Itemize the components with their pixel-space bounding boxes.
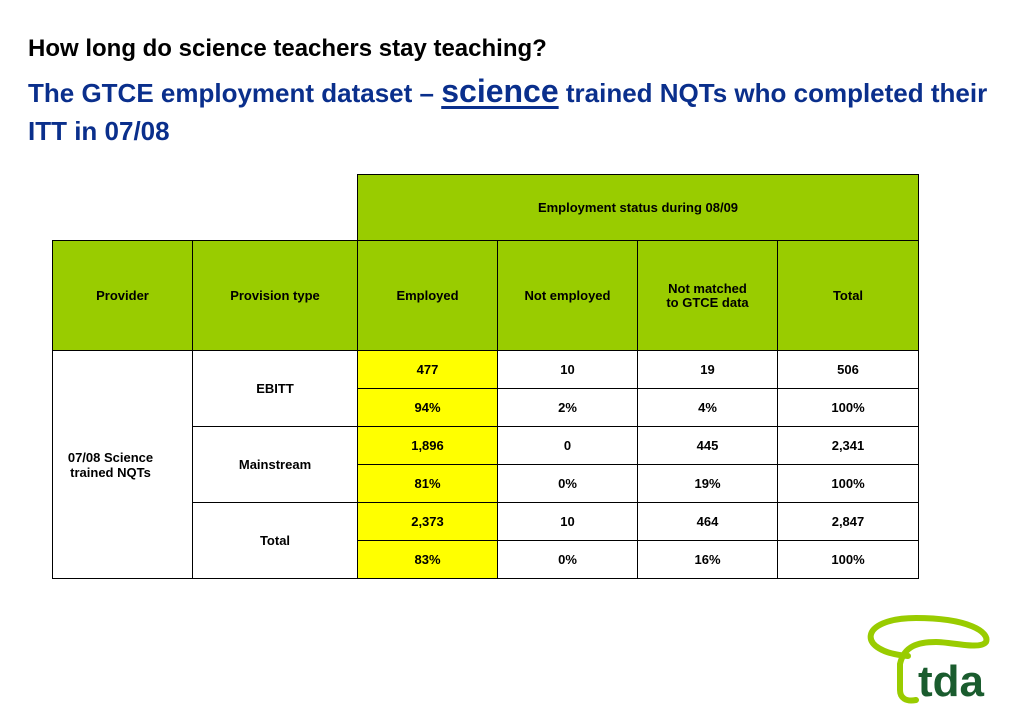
- subtitle-emphasis: science: [441, 73, 559, 109]
- blank-corner: [53, 175, 358, 241]
- not-employed-cell: 10: [498, 503, 638, 541]
- header-employed: Employed: [358, 241, 498, 351]
- provision-type-cell: EBITT: [193, 351, 358, 427]
- header-provider: Provider: [53, 241, 193, 351]
- not-employed-cell: 0: [498, 427, 638, 465]
- employed-cell: 83%: [358, 541, 498, 579]
- not-matched-cell: 19: [638, 351, 778, 389]
- not-employed-cell: 0%: [498, 541, 638, 579]
- slide-title: How long do science teachers stay teaching?: [28, 35, 547, 62]
- employed-cell: 477: [358, 351, 498, 389]
- employed-cell: 81%: [358, 465, 498, 503]
- header-not-matched-text: Not matched to GTCE data: [666, 280, 749, 310]
- total-cell: 2,847: [778, 503, 919, 541]
- subtitle-prefix: The GTCE employment dataset –: [28, 78, 442, 108]
- slide-subtitle: [28, 72, 988, 150]
- total-cell: 100%: [778, 541, 919, 579]
- subtitle-suffix: trained NQTs who completed their ITT in 07/08: [28, 78, 988, 146]
- header-total: Total: [778, 241, 919, 351]
- logo-text: tda: [918, 657, 984, 704]
- not-employed-cell: 2%: [498, 389, 638, 427]
- total-cell: 506: [778, 351, 919, 389]
- header-not-employed: Not employed: [498, 241, 638, 351]
- employment-table: [52, 174, 919, 579]
- provider-cell: [53, 351, 193, 579]
- header-not-matched: [638, 241, 778, 351]
- employed-cell: 2,373: [358, 503, 498, 541]
- not-matched-cell: 19%: [638, 465, 778, 503]
- not-employed-cell: 10: [498, 351, 638, 389]
- employed-cell: 1,896: [358, 427, 498, 465]
- table-row: [53, 351, 919, 389]
- provision-type-cell: Mainstream: [193, 427, 358, 503]
- provider-text: 07/08 Science trained NQTs: [67, 449, 154, 480]
- not-matched-cell: 445: [638, 427, 778, 465]
- not-matched-cell: 464: [638, 503, 778, 541]
- employed-cell: 94%: [358, 389, 498, 427]
- column-header-row: [53, 241, 919, 351]
- not-employed-cell: 0%: [498, 465, 638, 503]
- total-cell: 100%: [778, 389, 919, 427]
- employment-status-header: Employment status during 08/09: [358, 175, 919, 241]
- total-cell: 2,341: [778, 427, 919, 465]
- header-provision-type: Provision type: [193, 241, 358, 351]
- not-matched-cell: 16%: [638, 541, 778, 579]
- not-matched-cell: 4%: [638, 389, 778, 427]
- provision-type-cell: Total: [193, 503, 358, 579]
- tda-logo: [856, 612, 1006, 704]
- total-cell: 100%: [778, 465, 919, 503]
- top-header-row: [53, 175, 919, 241]
